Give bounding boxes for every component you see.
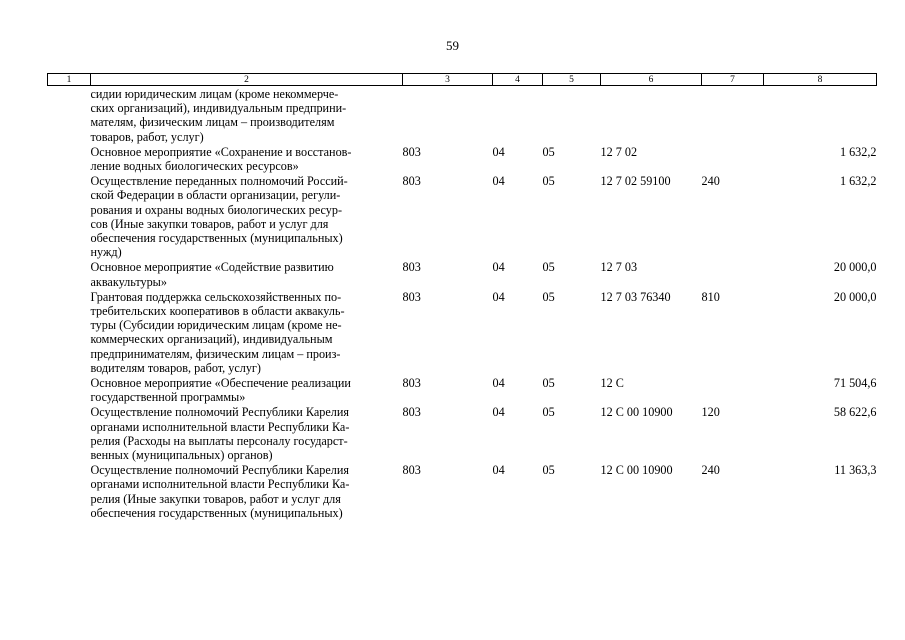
cell-ministry-code: 803 [402,289,421,304]
column-header: 7 [702,74,764,86]
description-line: органами исполнительной власти Республики Ка- [90,477,350,492]
cell-section: 04 [492,260,505,275]
cell-amount: 58 622,6 [833,405,877,420]
cell-amount: 20 000,0 [833,260,877,275]
description-line: Грантовая поддержка сельскохозяйственных по- [90,289,342,304]
cell-expense-type: 120 [701,405,720,420]
cell-ministry-code: 803 [402,174,421,189]
cell-amount [764,86,877,144]
cell-subsection: 05 [542,405,555,420]
cell-description [91,462,403,520]
cell-subsection [543,86,601,144]
cell-target-article: 12 С 00 10900 [600,405,673,420]
description-line: аквакультуры» [90,274,167,289]
cell-number [48,144,91,173]
column-header: 2 [91,74,403,86]
cell-number [48,259,91,288]
table-row [48,144,877,173]
cell-section: 04 [492,463,505,478]
description-line: релия (Расходы на выплаты персоналу государст- [90,433,348,448]
description-line: мателям, физическим лицам – производителям [90,115,335,130]
cell-amount: 1 632,2 [839,174,877,189]
cell-expense-type: 240 [701,463,720,478]
table-row [48,259,877,288]
cell-ministry-code: 803 [402,405,421,420]
cell-ministry-code: 803 [402,376,421,391]
cell-ministry-code [403,86,493,144]
description-line: водителям товаров, работ, услуг) [90,360,261,375]
description-line: Осуществление полномочий Республики Карелия [90,463,349,478]
column-header: 3 [403,74,493,86]
cell-subsection: 05 [542,174,555,189]
cell-target-article: 12 7 02 59100 [600,174,671,189]
cell-expense-type: 810 [701,289,720,304]
description-line: коммерческих организаций), индивидуальным [90,332,333,347]
description-line: обеспечения государственных (муниципальных) [90,231,343,246]
cell-subsection: 05 [542,463,555,478]
description-line: ских организаций), индивидуальным предприни- [90,101,347,116]
table-row [48,462,877,520]
table-body [48,86,877,521]
cell-amount: 1 632,2 [839,144,877,159]
cell-number [48,404,91,462]
cell-target-article: 12 7 03 76340 [600,289,671,304]
cell-expense-type [702,86,764,144]
cell-section: 04 [492,289,505,304]
cell-description [91,173,403,259]
column-header: 6 [601,74,702,86]
description-line: государственной программы» [90,390,246,405]
cell-description [91,375,403,404]
table-row [48,375,877,404]
column-header: 4 [493,74,543,86]
description-line: Осуществление переданных полномочий Россий- [90,174,348,189]
cell-amount: 71 504,6 [833,376,877,391]
cell-section: 04 [492,376,505,391]
description-line: предпринимателям, физическим лицам – произ- [90,346,341,361]
cell-section: 04 [492,144,505,159]
cell-amount: 20 000,0 [833,289,877,304]
table-row [48,404,877,462]
page-number: 59 [446,38,459,53]
description-line: венных (муниципальных) органов) [90,448,273,463]
description-line: органами исполнительной власти Республики Ка- [90,419,350,434]
description-line: обеспечения государственных (муниципальных) [90,505,343,520]
cell-description [91,289,403,375]
description-line: сов (Иные закупки товаров, работ и услуг для [90,216,329,231]
cell-description [91,86,403,144]
description-line: релия (Иные закупки товаров, работ и услуг для [90,491,341,506]
description-line: Основное мероприятие «Содействие развитию [90,260,334,275]
cell-subsection: 05 [542,260,555,275]
cell-number [48,173,91,259]
column-header: 8 [764,74,877,86]
cell-section: 04 [492,405,505,420]
cell-amount: 11 363,3 [834,463,877,478]
description-line: Осуществление полномочий Республики Карелия [90,405,349,420]
description-line: товаров, работ, услуг) [90,129,204,144]
description-line: требительских кооперативов в области аквакуль- [90,304,345,319]
description-line: туры (Субсидии юридическим лицам (кроме не- [90,318,342,333]
cell-description [91,404,403,462]
table-row [48,173,877,259]
column-header: 1 [48,74,91,86]
cell-expense-type [702,144,764,173]
budget-table [47,73,877,520]
cell-number [48,86,91,144]
table-row [48,289,877,375]
description-line: сидии юридическим лицам (кроме некоммерче- [90,87,339,101]
cell-target-article: 12 7 03 [600,260,638,275]
cell-expense-type [702,375,764,404]
cell-subsection: 05 [542,289,555,304]
cell-subsection: 05 [542,144,555,159]
cell-expense-type: 240 [701,174,720,189]
cell-target-article [601,86,702,144]
cell-target-article: 12 С [600,376,624,391]
cell-description [91,259,403,288]
cell-ministry-code: 803 [402,260,421,275]
cell-ministry-code: 803 [402,144,421,159]
cell-target-article: 12 С 00 10900 [600,463,673,478]
header-row [48,74,877,86]
cell-section [493,86,543,144]
cell-number [48,462,91,520]
cell-description [91,144,403,173]
cell-ministry-code: 803 [402,463,421,478]
column-header: 5 [543,74,601,86]
cell-subsection: 05 [542,376,555,391]
description-line: Основное мероприятие «Сохранение и восстанов- [90,144,352,159]
description-line: ление водных биологических ресурсов» [90,159,299,174]
description-line: нужд) [90,245,122,260]
cell-section: 04 [492,174,505,189]
description-line: рования и охраны водных биологических ресур- [90,202,343,217]
description-line: Основное мероприятие «Обеспечение реализации [90,376,351,391]
description-line: ской Федерации в области организации, регули- [90,188,341,203]
cell-number [48,375,91,404]
cell-expense-type [702,259,764,288]
cell-number [48,289,91,375]
table-row [48,86,877,144]
cell-target-article: 12 7 02 [600,144,638,159]
